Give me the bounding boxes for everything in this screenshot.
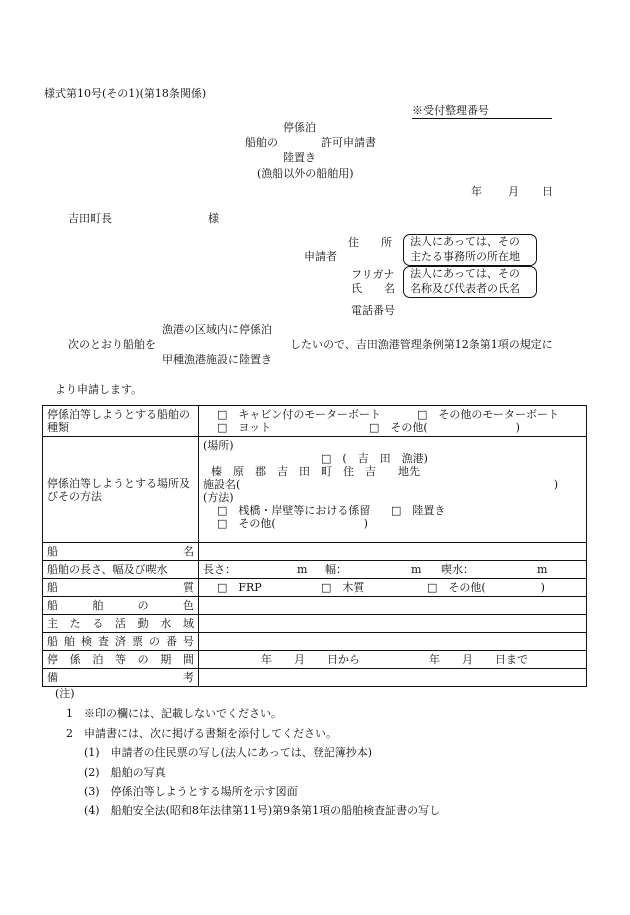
method-land-storage[interactable]: □ 陸置き: [391, 504, 446, 517]
place-port-checkbox[interactable]: □ ( 吉 田 漁港): [321, 452, 428, 465]
length-unit: m: [297, 563, 308, 576]
vessel-type-yacht[interactable]: □ ヨット: [217, 421, 272, 434]
remarks-field[interactable]: [199, 669, 587, 687]
note-2-item-1: (1) 申請者の住民票の写し(法人にあっては、登記簿抄本): [84, 746, 373, 759]
color-label: 船 舶 の 色: [47, 599, 194, 612]
address-note-line1: 法人にあっては、その: [410, 235, 520, 248]
dimensions-field[interactable]: [199, 561, 587, 579]
name-note-line1: 法人にあっては、その: [410, 267, 520, 280]
title-option-top: 停係泊: [283, 121, 316, 134]
statement-body: したいので、吉田漁港管理条例第12条第1項の規定に: [290, 338, 553, 351]
statement-option-bottom: 甲種漁港施設に陸置き: [162, 353, 272, 366]
draft-unit: m: [537, 563, 548, 576]
note-2: 2 申請書には、次に掲げる書類を添付してください。: [66, 727, 337, 740]
facility-name-label: 施設名(: [203, 478, 241, 491]
title-suffix: 許可申請書: [321, 136, 376, 149]
material-other[interactable]: □ その他( ): [427, 581, 545, 594]
note-1: 1 ※印の欄には、記載しないでください。: [66, 707, 282, 720]
address-note-line2: 主たる事務所の所在地: [410, 250, 520, 263]
title-option-bottom: 陸置き: [283, 151, 316, 164]
row-color: [43, 597, 587, 615]
title-prefix: 船舶の: [245, 136, 278, 149]
dimensions-label: 船舶の長さ、幅及び喫水: [43, 561, 199, 579]
inspection-field[interactable]: [199, 633, 587, 651]
date-day: 日: [542, 185, 553, 198]
applicant-label: 申請者: [304, 250, 337, 263]
remarks-label: 備 考: [47, 671, 194, 684]
receipt-number-label: ※受付整理番号: [412, 104, 552, 119]
vessel-type-other-motorboat[interactable]: □ その他のモーターボート: [417, 408, 559, 421]
note-2-item-2: (2) 船舶の写真: [84, 766, 166, 779]
place-heading: (場所): [203, 439, 234, 452]
statement-option-top: 漁港の区域内に停係泊: [162, 323, 272, 336]
form-id: 様式第10号(その1)(第18条関係): [44, 87, 207, 100]
place-label: 停係泊等しようとする場所及びその方法: [43, 437, 199, 543]
material-label: 船 質: [47, 581, 194, 594]
inspection-label: 船 舶 検 査 済 票 の 番 号: [47, 635, 194, 648]
address-label: 住 所: [348, 236, 392, 249]
width-unit: m: [411, 563, 422, 576]
material-wood[interactable]: □ 木質: [321, 581, 365, 594]
place-details: [199, 437, 587, 543]
facility-name-close: ): [553, 478, 558, 491]
place-address: 榛 原 郡 吉 田 町 住 吉 地先: [211, 465, 420, 478]
vessel-type-cabin-motorboat[interactable]: □ キャビン付のモーターボート: [217, 408, 381, 421]
furigana-label: フリガナ: [351, 268, 395, 281]
period-to: 年 月 日まで: [429, 653, 528, 666]
color-field[interactable]: [199, 597, 587, 615]
name-note-line2: 名称及び代表者の氏名: [410, 282, 520, 295]
notes-heading: (注): [55, 687, 75, 700]
draft-label: 喫水：: [441, 563, 474, 576]
statement-end: より申請します。: [55, 383, 143, 396]
area-label: 主 た る 活 動 水 域: [47, 617, 194, 630]
name-label: 氏 名: [351, 282, 395, 295]
date-year: 年: [471, 185, 482, 198]
addressee-honorific: 様: [208, 212, 219, 225]
statement-lead: 次のとおり船舶を: [68, 338, 156, 351]
row-material: [43, 579, 587, 597]
row-ship-name: [43, 543, 587, 561]
row-dimensions: [43, 561, 587, 579]
area-field[interactable]: [199, 615, 587, 633]
method-mooring[interactable]: □ 桟橋・岸壁等における係留: [217, 504, 371, 517]
note-2-item-4: (4) 船舶安全法(昭和8年法律第11号)第9条第1項の船舶検査証書の写し: [84, 804, 441, 817]
row-remarks: [43, 669, 587, 687]
period-field[interactable]: [199, 651, 587, 669]
application-table: [42, 405, 587, 687]
period-label: 停 係 泊 等 の 期 間: [47, 653, 194, 666]
vessel-type-other[interactable]: □ その他( ): [369, 421, 520, 434]
row-place: [43, 437, 587, 543]
addressee-name: 吉田町長: [68, 212, 112, 225]
material-options: [199, 579, 587, 597]
row-vessel-type: [43, 406, 587, 437]
method-other[interactable]: □ その他( ): [217, 517, 368, 530]
length-label: 長さ：: [203, 563, 236, 576]
title-subtitle: (漁船以外の船舶用): [257, 167, 354, 180]
row-period: [43, 651, 587, 669]
row-inspection: [43, 633, 587, 651]
vessel-type-options: [199, 406, 587, 437]
ship-name-field[interactable]: [199, 543, 587, 561]
note-2-item-3: (3) 停係泊等しようとする場所を示す図面: [84, 785, 298, 798]
material-frp[interactable]: □ FRP: [217, 581, 262, 594]
width-label: 幅：: [325, 563, 347, 576]
vessel-type-label: 停係泊等しようとする船舶の種類: [43, 406, 199, 437]
ship-name-label: 船 名: [47, 545, 194, 558]
period-from: 年 月 日から: [261, 653, 360, 666]
method-heading: (方法): [203, 491, 234, 504]
date-month: 月: [508, 185, 519, 198]
phone-label: 電話番号: [351, 304, 395, 317]
row-area: [43, 615, 587, 633]
